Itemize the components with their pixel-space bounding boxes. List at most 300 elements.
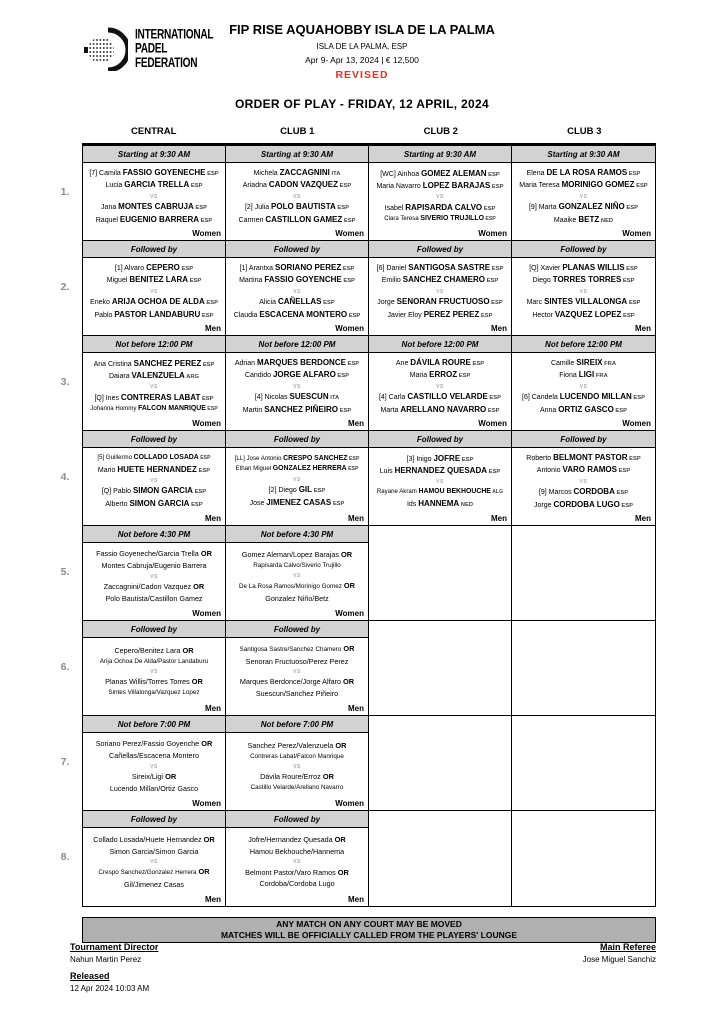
notice-banner [82,917,656,943]
player-last-name: PASTOR LANDABURU [114,309,201,319]
time-slot-header: Starting at 9:30 AM [369,146,511,163]
player-last-name: DE LA ROSA RAMOS [546,167,628,177]
match-cell [369,146,512,241]
player-line [534,500,633,511]
player-nationality: ESP [189,183,203,190]
winner-of-line: Arija Ochoa De Alda/Pastor Landaburu [99,657,209,665]
player-first-name: Maria [409,372,430,380]
player-nationality: ESP [619,502,634,509]
court-header: CLUB 2 [423,126,458,137]
vs-label: VS [293,859,301,865]
match-cell [83,146,226,241]
empty-cell [369,716,512,811]
player-nationality: ESP [624,265,638,272]
category-label: Women [335,799,364,808]
player-first-name: Emilio [381,277,403,285]
player-nationality: ESP [198,454,211,461]
player-nationality: ESP [347,455,360,462]
winner-of-line: Castillo Velarde/Arellano Navarro [250,783,344,791]
player-line [234,310,361,321]
player-nationality: ESP [479,312,493,319]
player-nationality: ESP [621,278,635,285]
time-slot-header: Not before 7:00 PM [226,716,368,733]
or-label: OR [333,740,347,750]
vs-label: VS [293,763,301,770]
player-nationality: ESP [487,469,501,476]
vs-label: VS [150,477,158,484]
time-slot-header: Starting at 9:30 AM [512,146,655,163]
player-last-name: ZACCAGNINI [279,167,330,177]
player-nationality: ITA [328,395,340,401]
or-label: OR [201,834,215,844]
player-line [94,359,215,370]
or-label: OR [340,677,355,687]
player-nationality: ESP [617,468,631,475]
player-nationality: ESP [199,217,213,224]
winner-of-line: Marques Berdonce/Jorge Alfaro OR [239,677,355,687]
vs-label: VS [436,194,444,201]
player-line [377,488,503,497]
match-cell [83,811,226,906]
time-slot-header: Not before 12:00 PM [226,336,368,353]
player-line [96,215,212,226]
player-first-name: Ethan Miguel [235,465,273,473]
player-nationality: ESP [321,300,335,306]
player-line [235,455,360,464]
player-first-name: Ids [406,500,419,508]
player-nationality: ESP [483,216,496,223]
player-nationality: ESP [613,407,628,414]
or-label: OR [191,582,205,591]
player-line [527,168,641,179]
winner-of-line: Simon Garcia/Simon Garcia [109,846,199,856]
player-last-name: POLO BAUTISTA [271,202,336,211]
player-last-name: LUCENDO MILLAN [559,392,632,401]
player-first-name: Luis [379,468,395,476]
player-line [380,169,500,180]
main-referee-name: Jose Miguel Sanchiz [582,955,656,964]
match-cell [369,241,512,336]
player-last-name: FALCON MANRIQUE [138,405,206,413]
player-first-name: Pablo [94,311,115,319]
match-cell [83,621,226,716]
player-line [259,297,334,308]
player-last-name: SANCHEZ PEREZ [133,358,202,368]
player-last-name: HAMOU BEKHOUCHE [418,487,491,495]
player-line [243,180,351,191]
player-line [407,499,473,510]
player-line [559,370,608,381]
match-body [369,258,511,335]
row-number: 6. [60,661,70,673]
player-line [529,202,638,213]
time-slot-header: Not before 12:00 PM [512,336,655,353]
player-nationality: ITA [329,170,341,177]
match-cell [369,431,512,526]
player-line [527,297,641,308]
player-first-name: Clara Teresa [384,215,421,223]
player-last-name: SIREIX [576,357,603,367]
player-nationality: NED [459,501,474,508]
time-slot-header: Not before 4:30 PM [83,526,225,543]
player-first-name: [2] Diego [268,487,299,495]
player-first-name: Javier Eloy [387,311,424,319]
vs-label: VS [293,383,301,390]
logo-line-3: FEDERATION [135,54,198,71]
player-first-name: Johanna Hommy [90,405,139,413]
player-first-name: [9] Marta [528,204,559,211]
player-line [240,263,355,274]
player-nationality: ESP [345,360,360,367]
vs-label: VS [293,288,301,295]
player-first-name: Adrian [234,359,258,367]
player-first-name: [3] Inigo [406,455,434,463]
player-first-name: Michela [253,169,280,177]
match-body [83,828,225,906]
or-label: OR [320,772,334,781]
player-nationality: ESP [624,205,638,211]
player-line [105,499,202,510]
category-label: Women [192,229,221,238]
tournament-title: FIP RISE AQUAHOBBY ISLA DE LA PALMA [229,22,495,37]
player-first-name: [7] Camila [89,169,123,177]
player-line [554,215,613,226]
player-nationality: ESP [346,466,359,473]
player-nationality: ARG [184,374,200,381]
or-label: OR [341,581,356,591]
category-label: Men [205,514,221,523]
match-cell [512,241,655,336]
vs-label: VS [293,193,301,200]
player-line [235,358,359,369]
released-label: Released [70,971,110,981]
player-first-name: Jana [101,204,119,211]
player-first-name: [4] Nicolas [254,394,290,401]
player-nationality: ESP [487,395,502,401]
vs-label: VS [436,383,444,390]
match-cell [369,336,512,431]
match-body [512,448,655,525]
player-last-name: COLLADO LOSADA [133,453,199,461]
player-line [98,465,210,476]
winner-of-line: Zaccagnini/Cadon Vazquez OR [103,582,205,591]
player-last-name: CONTRERAS LABAT [120,392,201,402]
player-nationality: ESP [634,183,648,190]
time-slot-header: Followed by [369,241,511,258]
player-first-name: Martin [242,406,265,414]
match-body [512,258,655,335]
player-first-name: [1] Arantxa [239,264,275,272]
player-last-name: SIMON GARCIA [129,498,190,508]
player-last-name: ESCACENA MONTERO [259,309,348,319]
winner-of-line: De La Rosa Ramos/Morinigo Gomez OR [238,581,356,591]
player-line [532,275,634,286]
player-line [107,275,201,286]
empty-cell [512,526,655,621]
player-first-name: Eneko [90,299,112,306]
player-first-name: [Q] Xavier [529,264,563,272]
player-nationality: ESP [627,170,641,177]
empty-cell [512,716,655,811]
player-last-name: SIVERIO TRUJILLO [420,215,484,223]
time-slot-header: Followed by [83,811,225,828]
player-line [385,203,496,214]
player-line [381,405,500,416]
match-cell [226,716,369,811]
player-last-name: PEREZ PEREZ [423,309,480,319]
category-label: Men [491,514,507,523]
player-line [250,498,345,509]
player-line [532,310,634,321]
player-nationality: ESP [193,205,207,211]
player-first-name: Ariadna [242,182,269,190]
category-label: Women [192,799,221,808]
player-line [115,263,193,274]
winner-of-line: Lucendo Millan/Ortiz Gasco [109,783,199,793]
vs-label: VS [436,288,444,295]
winner-of-line: Cordoba/Cordoba Lugo [259,879,335,889]
player-line [245,370,349,381]
player-nationality: ESP [200,312,214,319]
player-line [519,180,647,191]
player-nationality: NED [599,217,614,224]
player-nationality: ESP [335,373,350,380]
player-line [382,275,498,286]
category-label: Men [348,704,364,713]
or-label: OR [332,834,346,844]
winner-of-line: Senoran Fructuoso/Perez Perez [245,656,349,666]
vs-label: VS [293,668,301,675]
player-first-name: Maaike [553,216,579,224]
category-label: Women [478,229,507,238]
player-first-name: [Q] Pablo [101,488,133,496]
player-line [379,392,501,403]
match-cell [226,336,369,431]
match-cell [226,146,369,241]
category-label: Women [478,419,507,428]
match-cell [512,336,655,431]
player-first-name: Isabel [384,204,406,212]
player-last-name: SANTIGOSA SASTRE [408,262,491,272]
winner-of-line: Belmont Pastor/Varo Ramos OR [245,867,349,877]
player-nationality: ESP [489,300,503,306]
player-last-name: SANCHEZ CHAMERO [402,275,486,285]
player-last-name: MORINIGO GOMEZ [561,180,635,190]
player-first-name: Lucia [105,182,125,190]
vs-label: VS [579,478,588,485]
player-last-name: EUGENIO BARRERA [119,214,200,224]
category-label: Women [335,324,364,333]
player-first-name: Ana Cristina [93,360,134,368]
match-cell [226,621,369,716]
tournament-header [0,22,724,81]
player-nationality: ESP [486,171,500,178]
player-line [522,392,645,403]
winner-of-line: Sireix/Ligi OR [131,772,177,781]
player-first-name: Marc [526,299,545,306]
time-slot-header: Followed by [83,431,225,448]
player-last-name: GIL [298,485,313,495]
player-line [377,263,504,274]
player-first-name: Raquel [95,216,120,224]
time-slot-header: Followed by [369,431,511,448]
player-nationality: ESP [486,407,500,414]
player-line [90,405,217,414]
time-slot-header: Not before 12:00 PM [83,336,225,353]
player-nationality: ESP [482,205,496,212]
player-first-name: Miguel [106,277,130,285]
court-header: CLUB 3 [567,126,602,137]
category-label: Men [348,419,364,428]
player-first-name: Maria Navarro [376,183,423,191]
notice-line-1: ANY MATCH ON ANY COURT MAY BE MOVED [276,919,462,929]
player-last-name: TORRES TORRES [552,275,622,285]
player-last-name: SUESCUN [289,392,329,401]
player-line [236,465,359,474]
time-slot-header: Followed by [226,431,368,448]
player-first-name: Marta [380,406,401,414]
category-label: Men [348,514,364,523]
winner-of-line: Planas Willis/Torres Torres OR [105,677,203,686]
player-last-name: ORTIZ GASCO [558,404,614,414]
empty-cell [369,811,512,906]
player-line [106,180,203,191]
court-header: CLUB 1 [280,126,315,137]
winner-of-line: Gomez Aleman/Lopez Barajas OR [241,549,353,559]
player-last-name: LOPEZ BARAJAS [422,181,491,191]
time-slot-header: Followed by [83,621,225,638]
tournament-director-label: Tournament Director [70,942,159,952]
winner-of-line: Montes Cabruja/Eugenio Barrera [101,561,207,571]
court-headers [82,126,656,140]
vs-label: VS [579,193,588,200]
vs-label: VS [150,193,158,200]
player-first-name: Mario [97,466,118,474]
or-label: OR [198,549,212,559]
player-first-name: Carmen [238,216,266,224]
player-line [540,405,627,416]
player-line [384,215,496,224]
player-last-name: VAZQUEZ LOPEZ [554,309,622,319]
logo-line-2: PADEL [135,40,168,57]
player-nationality: ESP [631,395,645,401]
player-last-name: BELMONT PASTOR [553,452,628,462]
empty-cell [512,621,655,716]
player-line [245,202,349,213]
category-label: Women [192,609,221,618]
match-body [226,448,368,525]
player-nationality: ESP [627,455,641,462]
player-nationality: ESP [460,456,474,463]
category-label: Men [348,895,364,904]
player-last-name: FASSIO GOYENCHE [264,275,342,285]
player-last-name: JOFRE [433,453,461,463]
player-line [94,393,213,404]
player-last-name: MONTES CABRUJA [118,202,194,211]
time-slot-header: Not before 12:00 PM [369,336,511,353]
player-nationality: FRA [594,373,608,380]
match-cell [226,431,369,526]
match-body [83,258,225,335]
winner-of-line: Dávila Roure/Erroz OR [260,772,334,781]
time-slot-header: Starting at 9:30 AM [226,146,368,163]
vs-label: VS [150,384,158,391]
player-nationality: ESP [179,265,194,272]
player-line [255,392,339,403]
time-slot-header: Not before 4:30 PM [226,526,368,543]
match-cell [83,241,226,336]
player-last-name: HERNANDEZ QUESADA [394,466,488,476]
or-label: OR [338,549,353,559]
vs-label: VS [436,479,444,486]
player-line [396,358,484,369]
or-label: OR [163,772,177,781]
player-first-name: Anna [539,406,559,414]
player-last-name: ARELLANO NAVARRO [400,404,487,414]
category-label: Women [335,609,364,618]
player-first-name: [1] Alvaro [114,264,147,272]
player-line [377,297,503,308]
row-number: 1. [60,186,70,198]
player-first-name: [9] Marcos [538,489,574,496]
winner-of-line: Collado Losada/Huete Hernandez OR [93,834,215,844]
player-first-name: Antonio [536,467,563,475]
row-number: 5. [60,566,70,578]
time-slot-header: Followed by [226,241,368,258]
revised-badge: REVISED [335,68,389,81]
main-referee-label: Main Referee [599,942,656,952]
player-last-name: CASTILLO VELARDE [407,392,488,401]
winner-of-line: Santigosa Sastre/Sanchez Chamero OR [239,644,355,654]
player-nationality: ESP [205,170,219,177]
player-nationality: ESP [204,300,218,306]
player-first-name: Martina [239,277,265,285]
player-last-name: DÁVILA ROURE [410,357,471,367]
category-label: Women [622,229,651,238]
or-label: OR [199,739,213,749]
empty-cell [512,811,655,906]
player-first-name: Camille [550,359,577,367]
player-nationality: ESP [342,217,356,224]
player-nationality: ESP [205,406,218,413]
player-first-name: Roberto [526,454,554,462]
vs-label: VS [150,288,158,295]
player-nationality: ESP [490,265,504,272]
player-nationality: ESP [614,490,629,496]
released-value: 12 Apr 2024 10:03 AM [70,984,150,993]
player-last-name: CADON VAZQUEZ [268,180,339,190]
vs-label: VS [150,668,158,675]
time-slot-header: Not before 7:00 PM [83,716,225,733]
player-first-name: Rayane Akram [376,487,419,495]
player-nationality: ESP [196,467,211,474]
row-number: 8. [60,851,70,863]
player-last-name: GARCIA TRELLA [124,180,190,190]
player-last-name: BENITEZ LARA [129,275,189,285]
player-last-name: VARO RAMOS [562,465,617,475]
match-cell [83,336,226,431]
vs-label: VS [579,288,588,295]
time-slot-header: Followed by [226,621,368,638]
winner-of-line: Sanchez Perez/Valenzuela OR [247,740,347,750]
player-first-name: Daiara [108,373,132,381]
category-label: Men [635,324,651,333]
match-body [226,638,368,715]
category-label: Men [635,514,651,523]
player-last-name: HUETE HERNANDEZ [117,464,197,474]
player-line [529,263,638,274]
player-first-name: Jose [249,499,267,507]
